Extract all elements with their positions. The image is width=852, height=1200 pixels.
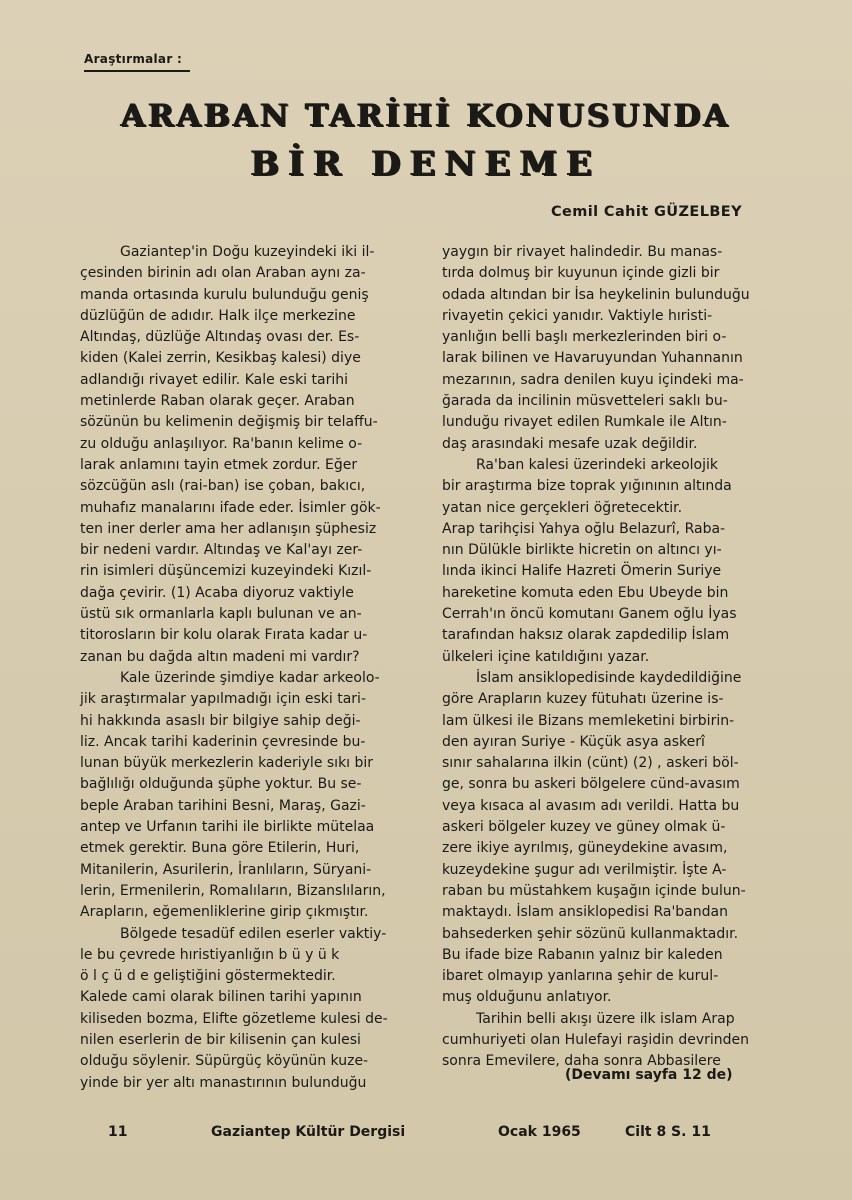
footer-page-number: 11: [108, 1124, 128, 1140]
left-column: [80, 242, 424, 1094]
footer-journal-name: Gaziantep Kültür Dergisi: [211, 1124, 406, 1140]
paragraph: Gaziantep'in Doğu kuzeyindeki iki il- çesinden birinin adı olan Araban aynı za- manda ortasında kurulu bulunduğu geniş düzlüğün de adıdır. Halk ilçe merkezine Altındaş, düzlüğe Altındaş ovası der. Es- kiden (Kalei zerrin, Kesikbaş kalesi) diye adlandığı rivayet edilir. Kale eski tarihi metinlerde Raban olarak geçer. Araban sözünün bu kelimenin değişmiş bir telaffu- zu olduğu anlaşılıyor. Ra'banın kelime o- larak anlamını tayin etmek zordur. Eğer sözcüğün aslı (rai-ban) ise çoban, bakıcı, muhafız manalarını ifade eder. İsimler gök- ten iner derler ama her adlanışın şüphesiz bir nedeni vardır. Altındaş ve Kal'ayı zer- rin isimleri düşüncemizi kuzeyindeki Kızıl- dağa çevirir. (1) Acaba diyoruz vaktiyle üstü sık ormanlarla kaplı bulunan ve an- titorosların bir kolu olarak Fırata kadar u- zanan bu dağda altın madeni mi vardır?: [80, 244, 381, 665]
right-column: [442, 242, 778, 1073]
paragraph: Bölgede tesadüf edilen eserler vaktiy- le bu çevrede hıristiyanlığın b ü y ü k ö l ç ü d e geliştiğini göstermektedir. Kalede cami olarak bilinen tarihi yapının kiliseden bozma, Elifte gözetleme kulesi de- nilen eserlerin de bir kilisenin çan kulesi olduğu söylenir. Süpürgüç köyünün kuze- yinde bir yer altı manastırının bulunduğu: [80, 925, 388, 1091]
article-title-line-1: ARABAN TARİHİ KONUSUNDA: [121, 98, 731, 134]
section-underline: [84, 70, 190, 72]
paragraph: Tarihin belli akışı üzere ilk islam Arap cumhuriyeti olan Hulefayi raşidin devrinden sonra Emevilere, daha sonra Abbasilere: [442, 1010, 750, 1070]
paragraph: İslam ansiklopedisinde kaydedildiğine göre Arapların kuzey fütuhatı üzerine is- lam ülkesi ile Bizans memleketini birbirin- den ayıran Suriye - Küçük asya askerî sınır sahalarına ilkin (cünt) (2) , askeri böl- ge, sonra bu askeri bölgelere cünd-avasım veya kısaca al avasım adı verildi. Hatta bu askeri bölgeler kuzey ve güney olmak ü- zere ikiye ayrılmış, güneydekine avasım, kuzeydekine şugur adı verilmiştir. İşte A- raban bu müstahkem kuşağın içinde bulun- maktaydı. İslam ansiklopedisi Ra'bandan bahsederken şehir sözünü kullanmaktadır. Bu ifade bize Rabanın yalnız bir kaleden ibaret olmayıp yanlarına şehir de kurul- muş olduğunu anlatıyor.: [442, 669, 746, 1006]
author-byline: Cemil Cahit GÜZELBEY: [550, 204, 742, 220]
footer-date: Ocak 1965: [498, 1124, 581, 1140]
paragraph: Ra'ban kalesi üzerindeki arkeolojik bir araştırma bize toprak yığınının altında yatan nice gerçekleri öğretecektir. Arap tarihçisi Yahya oğlu Belazurî, Raba- nın Dülükle birlikte hicretin on altıncı yı- lında ikinci Halife Hazreti Ömerin Suriye hareketine komuta eden Ebu Ubeyde bin Cerrah'ın öncü komutanı Ganem oğlu İyas tarafından haksız olarak zapdedilip İslam ülkeleri içine katıldığını yazar.: [442, 456, 737, 665]
paragraph: Kale üzerinde şimdiye kadar arkeolo- jik araştırmalar yapılmadığı için eski tari- hi hakkında asaslı bir bilgiye sahip deği- liz. Ancak tarihi kaderinin çevresinde bu- lunan büyük merkezlerin kaderiyle sıkı bir bağlılığı olduğunda şüphe yoktur. Bu se- beple Araban tarihini Besni, Maraş, Gazi- antep ve Urfanın tarihi ile birlikte mütelaa etmek gerektir. Buna göre Etilerin, Huri, Mitanilerin, Asurilerin, İranlıların, Süryani- lerin, Ermenilerin, Romalıların, Bizanslıların, Arapların, eğemenliklerine girip çıkmıştır.: [80, 669, 386, 921]
paragraph: yaygın bir rivayet halindedir. Bu manas- tırda dolmuş bir kuyunun içinde gizli bir odada altından bir İsa heykelinin bulunduğu rivayetin çekici yanıdır. Vaktiyle hıristi- yanlığın belli başlı merkezlerinden biri o- larak bilinen ve Havaruyundan Yuhannanın mezarının, sadra denilen kuyu içindeki ma- ğarada da incilinin müsvetteleri saklı bu- lunduğu rivayet edilen Rumkale ile Altın- daş arasındaki mesafe uzak değildir.: [442, 244, 750, 452]
continuation-note: (Devamı sayfa 12 de): [565, 1067, 733, 1083]
footer-volume: Cilt 8 S. 11: [625, 1124, 711, 1140]
section-label: Araştırmalar :: [84, 52, 183, 66]
article-title-line-2: BİR DENEME: [250, 144, 602, 184]
